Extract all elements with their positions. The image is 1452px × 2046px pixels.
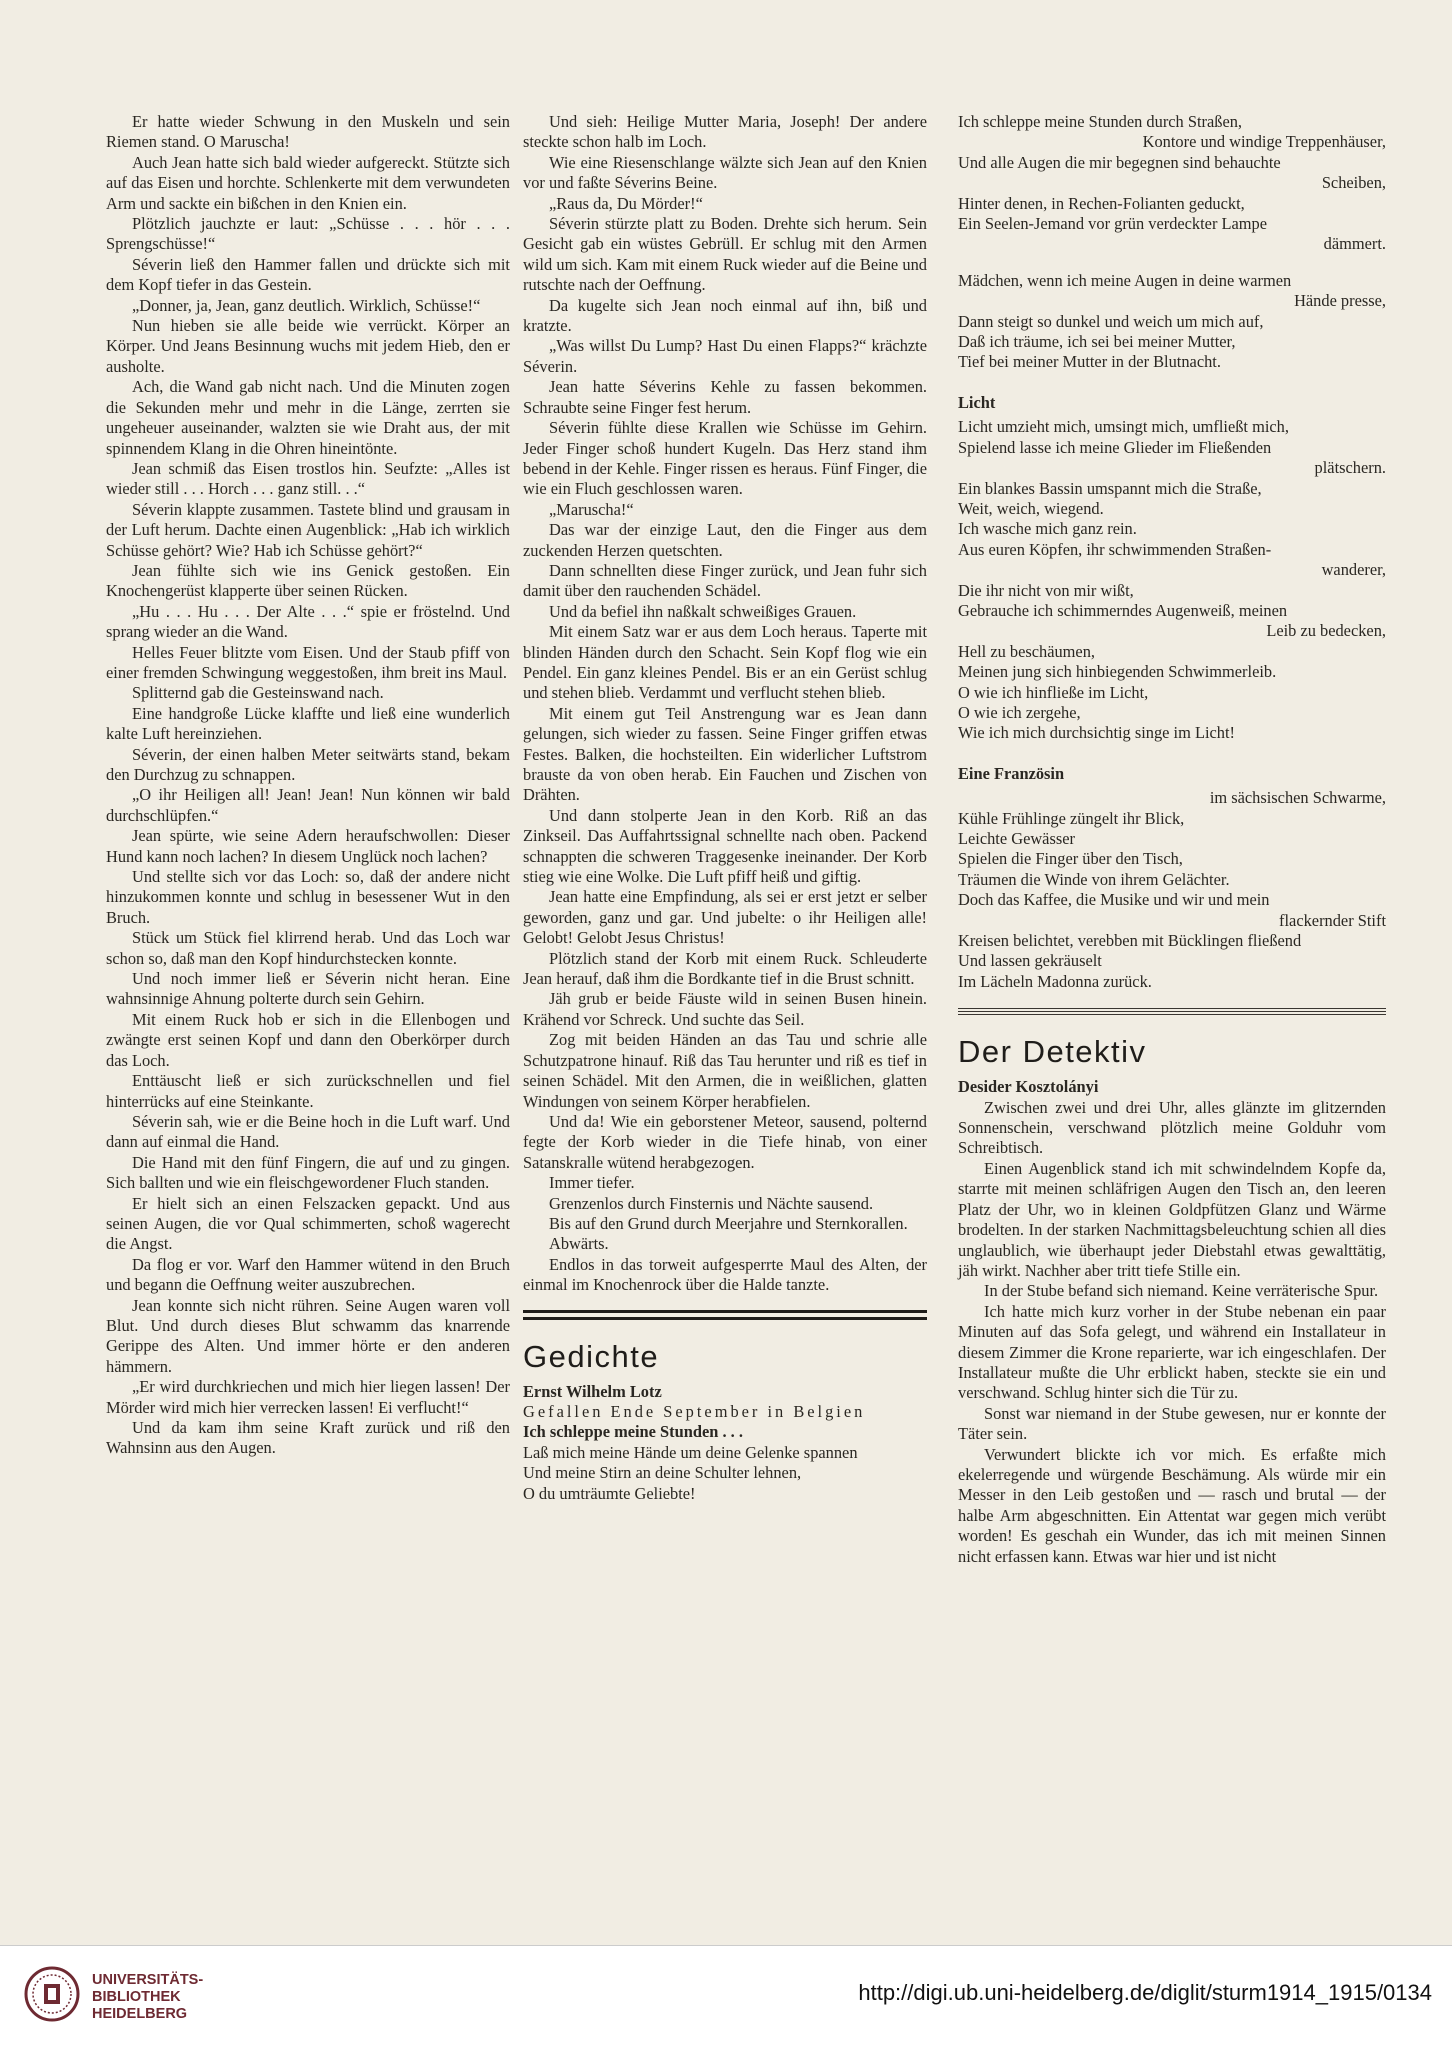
- poem-line: Licht umzieht mich, umsingt mich, umfließt mich,: [958, 417, 1289, 437]
- university-seal-icon: [24, 1966, 80, 2022]
- poem-line: Ein blankes Bassin umspannt mich die Straße,: [958, 478, 1262, 498]
- poem-line: Und meine Stirn an deine Schulter lehnen,: [523, 1463, 802, 1483]
- section-title-detektiv: Der Detektiv: [958, 1034, 1147, 1070]
- poem-title: Ich schleppe meine Stunden . . .: [523, 1422, 743, 1442]
- poem-line: Mädchen, wenn ich meine Augen in deine warmen: [958, 270, 1292, 290]
- paragraph: Bis auf den Grund durch Meerjahre und Sternkorallen.: [549, 1213, 908, 1233]
- poem-line: Ich wasche mich ganz rein.: [958, 519, 1137, 539]
- paragraph: Jean schmiß das Eisen trostlos hin. Seufzte: „Alles ist wieder still . . . Horch . . . ganz still. . .“: [106, 458, 510, 499]
- paragraph: Sonst war niemand in der Stube gewesen, nur er konnte der Täter sein.: [958, 1403, 1386, 1444]
- column-2: [523, 112, 927, 1504]
- source-url[interactable]: http://digi.ub.uni-heidelberg.de/diglit/sturm1914_1915/0134: [858, 1980, 1432, 2005]
- paragraph: Ach, die Wand gab nicht nach. Und die Minuten zogen die Sekunden mehr und mehr in die Länge, zerrten sie ungeheuer auseinander, walzten sie wie Draht aus, der mit spinnendem Klang in die Ohren hineintönte.: [106, 377, 510, 458]
- poem-line: Träumen die Winde von ihrem Gelächter.: [958, 869, 1230, 889]
- paragraph: Da flog er vor. Warf den Hammer wütend in den Bruch und begann die Oeffnung weiter auszubrechen.: [106, 1254, 510, 1295]
- poem-line: Doch das Kaffee, die Musike und wir und mein: [958, 890, 1270, 910]
- paragraph: Eine handgroße Lücke klaffte und ließ eine wunderlich kalte Luft hereinziehen.: [106, 703, 510, 744]
- poem-title: Licht: [958, 392, 996, 412]
- column-3: [958, 112, 1386, 1567]
- poem-line: Hell zu beschäumen,: [958, 641, 1095, 661]
- paragraph: Séverin sah, wie er die Beine hoch in die Luft warf. Und dann auf einmal die Hand.: [106, 1111, 510, 1152]
- paragraph: Und dann stolperte Jean in den Korb. Riß an das Zinkseil. Das Auffahrtssignal schnellte nach oben. Packend schnappten die schweren Traggesenke ineinander. Der Korb stieg wie eine Wolke. Die Luft pfiff heiß und giftig.: [523, 805, 927, 887]
- paragraph: Ich hatte mich kurz vorher in der Stube nebenan ein paar Minuten auf das Sofa gelegt, und während ein Installateur in diesem Zimmer die Krone reparierte, war ich eingeschlafen. Der Installateur mußte die Uhr erblickt haben, steckte sie ein und verschwand. Schlug hinter sich die Tür zu.: [958, 1301, 1386, 1403]
- poem-line: Leib zu bedecken,: [1266, 621, 1386, 641]
- paragraph: Jean fühlte sich wie ins Genick gestoßen. Ein Knochengerüst klapperte über seinen Rücken.: [106, 560, 510, 601]
- poem-line: Scheiben,: [1321, 173, 1386, 193]
- paragraph: Splitternd gab die Gesteinswand nach.: [132, 683, 384, 703]
- poem-line: Und lassen gekräuselt: [958, 951, 1102, 971]
- paragraph: Nun hieben sie alle beide wie verrückt. Körper an Körper. Und Jeans Besinnung wuchs mit jedem Hieb, den er ausholte.: [106, 316, 510, 376]
- paragraph: Séverin, der einen halben Meter seitwärts stand, bekam den Durchzug zu schnappen.: [106, 744, 510, 784]
- poem-line: Laß mich meine Hände um deine Gelenke spannen: [523, 1442, 858, 1462]
- poem-title: Eine Französin: [958, 763, 1065, 783]
- poem-line: Aus euren Köpfen, ihr schwimmenden Straßen-: [958, 539, 1272, 559]
- paragraph: Da kugelte sich Jean noch einmal auf ihn, biß und kratzte.: [523, 295, 927, 336]
- paragraph: Auch Jean hatte sich bald wieder aufgereckt. Stützte sich auf das Eisen und horchte. Schlenkerte mit dem verwundeten Arm und sackte ein bißchen in den Knien ein.: [106, 152, 510, 213]
- paragraph: Séverin klappte zusammen. Tastete blind und grausam in der Luft herum. Dachte einen Augenblick: „Hab ich wirklich Schüsse gehört? Wie? Hab ich Schüsse gehört?“: [106, 499, 510, 560]
- paragraph: Mit einem Satz war er aus dem Loch heraus. Taperte mit blinden Händen durch den Schacht. Sein Kopf flog wie ein Pendel. Ein ganz kleines Pendel. Bis er an ein Gerüst schlug und stehen blieb. Verdammt und verflucht stehen blieb.: [523, 622, 927, 703]
- poem-line: im sächsischen Schwarme,: [1209, 788, 1386, 808]
- poem-line: Kreisen belichtet, verebben mit Bücklingen fließend: [958, 931, 1302, 951]
- poem-line: O wie ich hinfließe im Licht,: [958, 682, 1149, 702]
- paragraph: Und sieh: Heilige Mutter Maria, Joseph! Der andere steckte schon halb im Loch.: [523, 112, 927, 152]
- poem-author: Ernst Wilhelm Lotz: [523, 1381, 662, 1401]
- library-name-line: BIBLIOTHEK: [92, 1989, 181, 2005]
- poem-line: flackernder Stift: [1279, 910, 1386, 930]
- library-name: [92, 1972, 203, 2023]
- paragraph: Zog mit beiden Händen an das Tau und schrie alle Schutzpatrone hinauf. Riß das Tau herunter und riß es tief in seinen Schädel. Mit den Armen, die in weißlichen, glatten Windungen von seinem Körper herabfielen.: [523, 1030, 927, 1111]
- poem-line: Ein Seelen-Jemand vor grün verdeckter Lampe: [958, 214, 1268, 234]
- paragraph: Jean hatte eine Empfindung, als sei er erst jetzt er selber geworden, ganz und gar. Und jubelte: o ihr Heiligen alle! Gelobt! Gelobt Jesus Christus!: [523, 887, 927, 948]
- poem-line: Weit, weich, wiegend.: [958, 498, 1104, 518]
- section-divider: [523, 1310, 927, 1320]
- paragraph: Stück um Stück fiel klirrend herab. Und das Loch war schon so, daß man den Kopf hindurchstecken konnte.: [106, 928, 510, 968]
- paragraph: Und da kam ihm seine Kraft zurück und riß den Wahnsinn aus den Augen.: [106, 1418, 510, 1458]
- paragraph: Endlos in das torweit aufgesperrte Maul des Alten, der einmal im Knochenrock über die Halde tanzte.: [523, 1254, 927, 1295]
- paragraph: „Was willst Du Lump? Hast Du einen Flapps?“ krächzte Séverin.: [523, 336, 927, 376]
- paragraph: Und da befiel ihn naßkalt schweißiges Grauen.: [549, 601, 857, 621]
- paragraph: Und noch immer ließ er Séverin nicht heran. Eine wahnsinnige Ahnung polterte durch sein Gehirn.: [106, 969, 510, 1009]
- paragraph: Und stellte sich vor das Loch: so, daß der andere nicht hinzukommen konnte und schlug in besessener Wut in den Bruch.: [106, 867, 510, 927]
- poem-line: Hände presse,: [1294, 291, 1386, 311]
- column-1: [106, 112, 510, 1459]
- paragraph: Mit einem gut Teil Anstrengung war es Jean dann gelungen, sich wieder zu fassen. Seine Finger griffen etwas Festes. Balken, die hochsteilten. Ein widerlicher Luftstrom brauste da von oben herab. Ein Fauchen und Zischen von Drähten.: [523, 703, 927, 805]
- poem-line: Kontore und windige Treppenhäuser,: [1142, 132, 1386, 152]
- paragraph: In der Stube befand sich niemand. Keine verräterische Spur.: [984, 1281, 1379, 1301]
- paragraph: Jean konnte sich nicht rühren. Seine Augen waren voll Blut. Und durch dieses Blut schwamm das knarrende Gerippe des Alten. Und immer hörte er den anderen hämmern.: [106, 1295, 510, 1376]
- paragraph: Séverin stürzte platt zu Boden. Drehte sich herum. Sein Gesicht gab ein wüstes Gebrüll. Er schlug mit den Armen wild um sich. Kam mit einem Ruck wieder auf die Beine und rutschte nach der Oeffnung.: [523, 214, 927, 295]
- article-author: Desider Kosztolányi: [958, 1077, 1099, 1097]
- poem-line: Dann steigt so dunkel und weich um mich auf,: [958, 311, 1264, 331]
- paragraph: Plötzlich stand der Korb mit einem Ruck. Schleuderte Jean herauf, daß ihm die Bordkante tief in die Brust schnitt.: [523, 948, 927, 989]
- section-divider: [958, 1006, 1386, 1015]
- library-name-line: HEIDELBERG: [92, 2006, 188, 2022]
- paragraph: Jean hatte Séverins Kehle zu fassen bekommen. Schraubte seine Finger fest herum.: [523, 377, 927, 417]
- paragraph: Enttäuscht ließ er sich zurückschnellen und fiel hinterrücks auf eine Steinkante.: [106, 1071, 510, 1111]
- paragraph: „Donner, ja, Jean, ganz deutlich. Wirklich, Schüsse!“: [132, 295, 481, 315]
- paragraph: Séverin ließ den Hammer fallen und drückte sich mit dem Kopf tiefer in das Gestein.: [106, 254, 510, 295]
- poem-line: Kühle Frühlinge züngelt ihr Blick,: [958, 808, 1185, 828]
- paragraph: Das war der einzige Laut, den die Finger aus dem zuckenden Herzen quetschten.: [523, 520, 927, 560]
- poem-line: wanderer,: [1321, 560, 1386, 580]
- paragraph: Und da! Wie ein geborstener Meteor, sausend, polternd fegte der Korb wieder in die Tiefe hinab, von einer Satanskralle wütend herabgezogen.: [523, 1111, 927, 1172]
- poem-line: Im Lächeln Madonna zurück.: [958, 971, 1152, 991]
- poem-line: Leichte Gewässer: [958, 829, 1075, 848]
- poem-line: O du umträumte Geliebte!: [523, 1483, 696, 1503]
- poem-line: Tief bei meiner Mutter in der Blutnacht.: [958, 352, 1221, 372]
- paragraph: Zwischen zwei und drei Uhr, alles glänzte im glitzernden Sonnenschein, verschwand plötzlich meine Golduhr vom Schreibtisch.: [958, 1097, 1386, 1158]
- poem-line: Und alle Augen die mir begegnen sind behauchte: [958, 152, 1281, 172]
- section-title-gedichte: Gedichte: [523, 1338, 660, 1374]
- paragraph: Dann schnellten diese Finger zurück, und Jean fuhr sich damit über den rauchenden Schädel.: [523, 560, 927, 601]
- paragraph: Immer tiefer.: [549, 1173, 635, 1193]
- paragraph: Jäh grub er beide Fäuste wild in seinen Busen hinein. Krähend vor Schreck. Und suchte das Seil.: [523, 989, 927, 1029]
- poem-line: Wie ich mich durchsichtig singe im Licht!: [958, 723, 1235, 743]
- poem-line: Ich schleppe meine Stunden durch Straßen,: [958, 112, 1243, 131]
- paragraph: „Maruscha!“: [549, 499, 634, 519]
- poem-line: Gebrauche ich schimmerndes Augenweiß, meinen: [958, 600, 1288, 620]
- poem-line: Spielend lasse ich meine Glieder im Fließenden: [958, 437, 1272, 457]
- poem-line: O wie ich zergehe,: [958, 702, 1081, 722]
- poem-line: plätschern.: [1314, 458, 1386, 478]
- poem-line: Spielen die Finger über den Tisch,: [958, 849, 1183, 869]
- paragraph: Abwärts.: [549, 1234, 609, 1254]
- poem-line: Meinen jung sich hinbiegenden Schwimmerleib.: [958, 662, 1277, 682]
- paragraph: „O ihr Heiligen all! Jean! Jean! Nun können wir bald durchschlüpfen.“: [106, 785, 510, 825]
- paragraph: „Hu . . . Hu . . . Der Alte . . .“ spie er fröstelnd. Und sprang wieder an die Wand.: [106, 601, 510, 642]
- paragraph: Helles Feuer blitzte vom Eisen. Und der Staub pfiff von einer fremden Schwingung weggestoßen, ihm breit ins Maul.: [106, 642, 510, 682]
- paragraph: Verwundert blickte ich vor mich. Es erfaßte mich ekelerregende und würgende Beschämung. Als würde mir ein Messer in den Leib gestoßen und — rasch und brutal — der halbe Arm abgeschnitten. Ein Attentat war gegen mich verübt worden! Es geschah ein Wunder, das ich mit meinen Sinnen nicht erfassen kann. Etwas war hier und ist nicht: [958, 1444, 1386, 1566]
- library-name-line: UNIVERSITÄTS-: [92, 1972, 204, 1988]
- paragraph: Mit einem Ruck hob er sich in die Ellenbogen und zwängte erst seinen Kopf und dann den Oberkörper durch das Loch.: [106, 1009, 510, 1070]
- paragraph: „Raus da, Du Mörder!“: [549, 193, 703, 213]
- poem-line: Daß ich träume, ich sei bei meiner Mutter,: [958, 332, 1236, 352]
- poem-line: Hinter denen, in Rechen-Folianten geduckt,: [958, 193, 1245, 213]
- paragraph: Wie eine Riesenschlange wälzte sich Jean auf den Knien vor und faßte Séverins Beine.: [523, 152, 927, 193]
- footer-bar: [0, 1945, 1452, 2046]
- paragraph: Er hatte wieder Schwung in den Muskeln und sein Riemen stand. O Maruscha!: [106, 112, 510, 152]
- poem-line: dämmert.: [1323, 234, 1386, 254]
- paragraph: Séverin fühlte diese Krallen wie Schüsse im Gehirn. Jeder Finger schoß hundert Kugeln. Das Herz stand ihm bebend in der Kehle. Finger rissen es heraus. Fünf Finger, die wie ein Fluch geschlossen waren.: [523, 418, 928, 499]
- paragraph: Er hielt sich an einen Felszacken gepackt. Und aus seinen Augen, die vor Qual schimmerten, schoß wagerecht die Angst.: [106, 1193, 510, 1254]
- paragraph: Jean spürte, wie seine Adern heraufschwollen: Dieser Hund kann noch lachen? In diesem Unglück noch lachen?: [106, 826, 510, 866]
- paragraph: Die Hand mit den fünf Fingern, die auf und zu gingen. Sich ballten und wie ein fleischgewordener Fluch standen.: [106, 1152, 510, 1193]
- poem-dedication: Gefallen Ende September in Belgien: [523, 1401, 866, 1421]
- paragraph: Grenzenlos durch Finsternis und Nächte sausend.: [549, 1193, 874, 1213]
- paragraph: „Er wird durchkriechen und mich hier liegen lassen! Der Mörder wird mich hier verrecken lassen! Ei verflucht!“: [106, 1377, 510, 1417]
- paragraph: Einen Augenblick stand ich mit schwindelndem Kopfe da, starrte mit meinen schläfrigen Augen den Tisch an, den leeren Platz der Uhr, wo in kleinen Goldpfützen Glanz und Wärme brodelten. In der starken Nachmittagsbeleuchtung schien all dies unglaublich, wie überhaupt jeder Diebstahl etwas gewalttätig, jäh wirkt. Nachher aber tritt tiefe Stille ein.: [958, 1158, 1386, 1280]
- paragraph: Plötzlich jauchzte er laut: „Schüsse . . . hör . . . Sprengschüsse!“: [106, 214, 510, 254]
- poem-line: Die ihr nicht von mir wißt,: [958, 580, 1134, 600]
